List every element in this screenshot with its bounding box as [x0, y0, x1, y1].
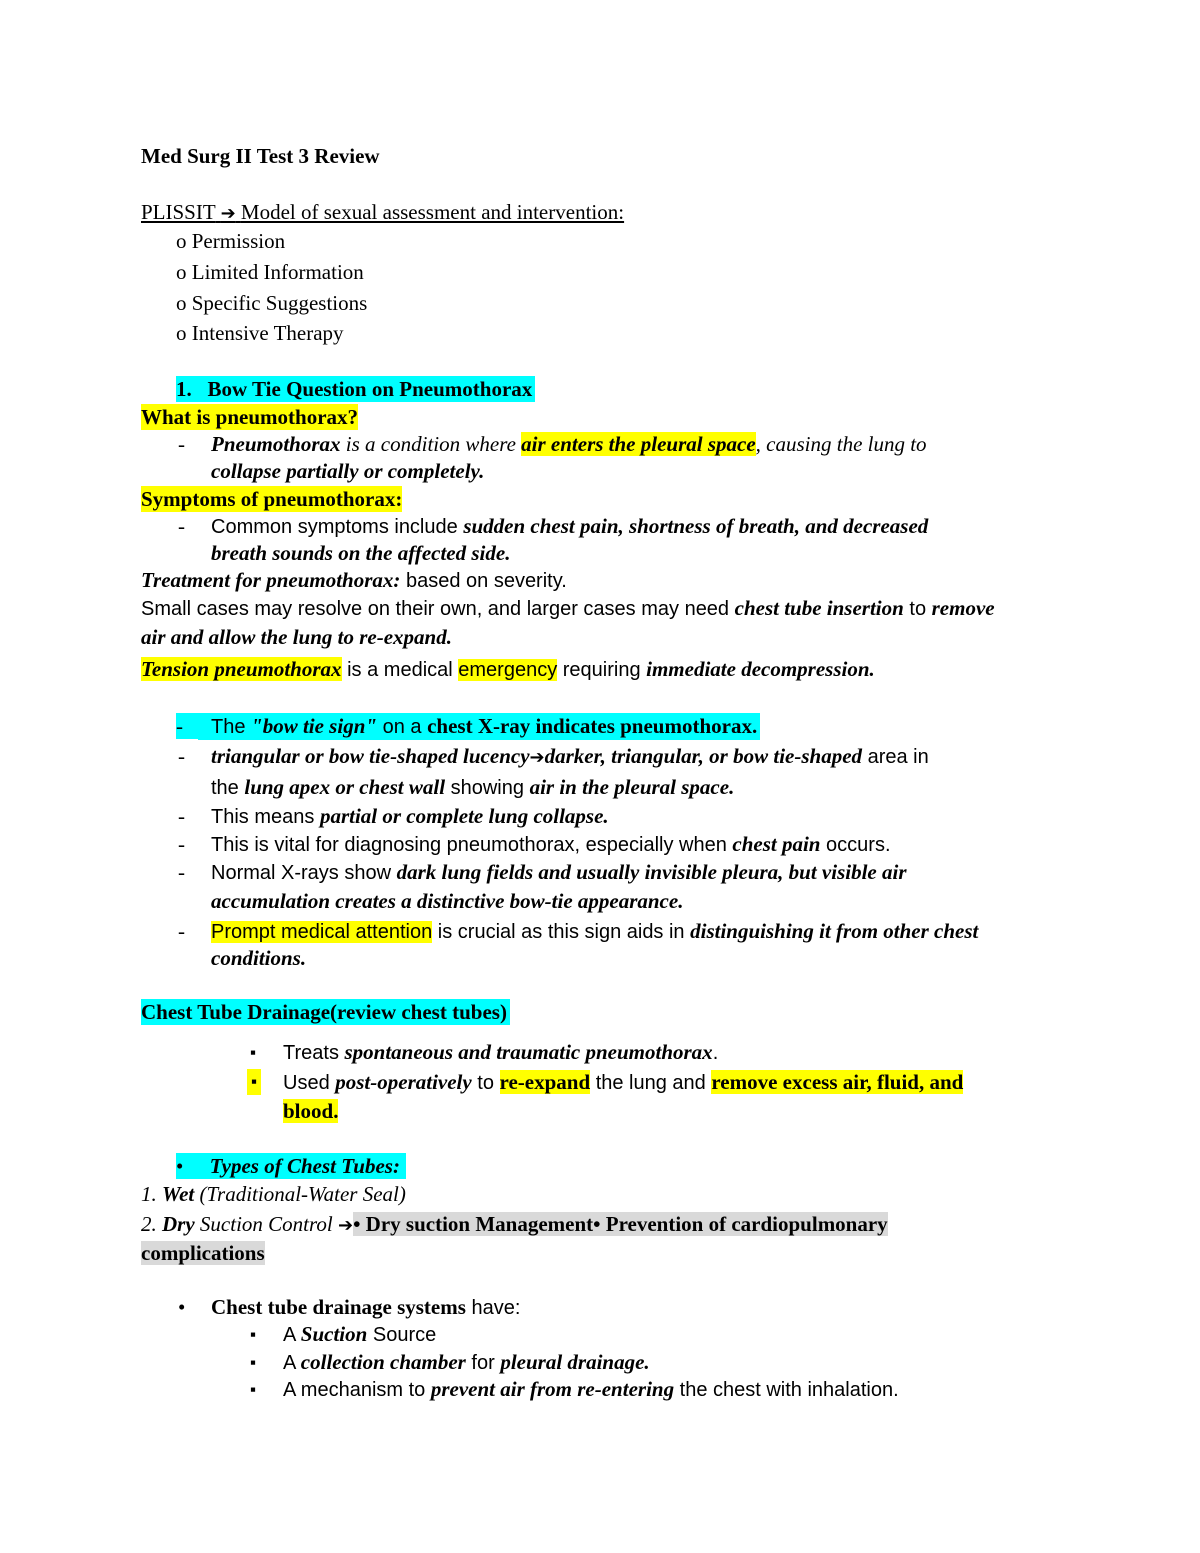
plissit-heading: PLISSIT ➔ Model of sexual assessment and intervention: — [141, 200, 625, 224]
question-what-is-pneumothorax: What is pneumothorax? — [141, 405, 359, 429]
tension-line: Tension pneumothorax is a medical emergency requiring immediate decompression. — [141, 657, 875, 681]
square-bullet-icon: ▪ — [250, 1043, 257, 1062]
bowtie-line-3: the lung apex or chest wall showing air in the pleural space. — [211, 775, 735, 799]
bowtie-line-5: This is vital for diagnosing pneumothorax, especially when chest pain occurs. — [211, 832, 891, 856]
bullet-icon: • — [178, 1295, 186, 1319]
dash-bullet: - — [178, 744, 185, 768]
right-arrow-icon: ➔ — [220, 203, 236, 224]
dash-bullet: - — [178, 432, 185, 456]
list-item: o Intensive Therapy — [176, 321, 344, 345]
right-arrow-icon: ➔ — [337, 1215, 354, 1236]
dash-bullet: - — [178, 860, 185, 884]
dash-bullet: - — [178, 514, 185, 538]
question-symptoms: Symptoms of pneumothorax: — [141, 487, 403, 511]
square-bullet-icon: ▪ — [250, 1380, 257, 1399]
system-item-2: A collection chamber for pleural drainage. — [283, 1350, 650, 1374]
chest-tube-line-1: Treats spontaneous and traumatic pneumothorax. — [283, 1040, 719, 1064]
definition-line-2: collapse partially or completely. — [211, 459, 485, 483]
type-1-line: 1. Wet (Traditional-Water Seal) — [141, 1182, 406, 1206]
system-item-3: A mechanism to prevent air from re-entering the chest with inhalation. — [283, 1377, 899, 1401]
list-item: o Permission — [176, 229, 286, 253]
bowtie-line-2: triangular or bow tie-shaped lucency➔darker, triangular, or bow tie-shaped area in — [211, 744, 929, 768]
bowtie-line-9: conditions. — [211, 946, 307, 970]
bowtie-line-8: Prompt medical attention is crucial as this sign aids in distinguishing it from other chest — [211, 919, 979, 943]
small-cases-line-2: air and allow the lung to re-expand. — [141, 625, 452, 649]
bowtie-line-4: This means partial or complete lung collapse. — [211, 804, 609, 828]
list-item: o Limited Information — [176, 260, 364, 284]
square-bullet-icon: ▪ — [247, 1069, 261, 1095]
section-heading-bow-tie: 1. Bow Tie Question on Pneumothorax — [176, 376, 535, 402]
page-title: Med Surg II Test 3 Review — [141, 144, 380, 168]
systems-line: Chest tube drainage systems have: — [211, 1295, 521, 1319]
square-bullet-icon: ▪ — [250, 1353, 257, 1372]
chest-tube-line-3: blood. — [283, 1099, 339, 1123]
bowtie-line-6: Normal X-rays show dark lung fields and usually invisible pleura, but visible air — [211, 860, 907, 884]
list-item: o Specific Suggestions — [176, 291, 368, 315]
bullet-icon: • — [176, 1154, 184, 1178]
bowtie-line-7: accumulation creates a distinctive bow-tie appearance. — [211, 889, 684, 913]
symptoms-line-1: Common symptoms include sudden chest pain, shortness of breath, and decreased — [211, 514, 929, 538]
definition-line-1: Pneumothorax is a condition where air enters the pleural space, causing the lung to — [211, 432, 927, 456]
type-2-line-1: 2. Dry Suction Control ➔• Dry suction Management• Prevention of cardiopulmonary — [141, 1212, 888, 1236]
chest-tube-line-2: Used post-operatively to re-expand the lung and remove excess air, fluid, and — [283, 1070, 964, 1094]
symptoms-line-2: breath sounds on the affected side. — [211, 541, 511, 565]
types-heading: • Types of Chest Tubes: — [176, 1153, 406, 1179]
right-arrow-icon: ➔ — [529, 747, 545, 768]
square-bullet-icon: ▪ — [250, 1325, 257, 1344]
type-2-line-2: complications — [141, 1241, 265, 1265]
dash-bullet: - — [178, 804, 185, 828]
dash-bullet: - — [176, 713, 198, 739]
section-heading-chest-tube: Chest Tube Drainage(review chest tubes) — [141, 999, 510, 1025]
bowtie-line-1: The "bow tie sign" on a chest X-ray indicates pneumothorax. — [198, 713, 760, 740]
dash-bullet: - — [178, 832, 185, 856]
system-item-1: A Suction Source — [283, 1322, 437, 1346]
treatment-line: Treatment for pneumothorax: based on severity. — [141, 568, 567, 592]
dash-bullet: - — [178, 919, 185, 943]
small-cases-line-1: Small cases may resolve on their own, and larger cases may need chest tube insertion to remove — [141, 596, 995, 620]
